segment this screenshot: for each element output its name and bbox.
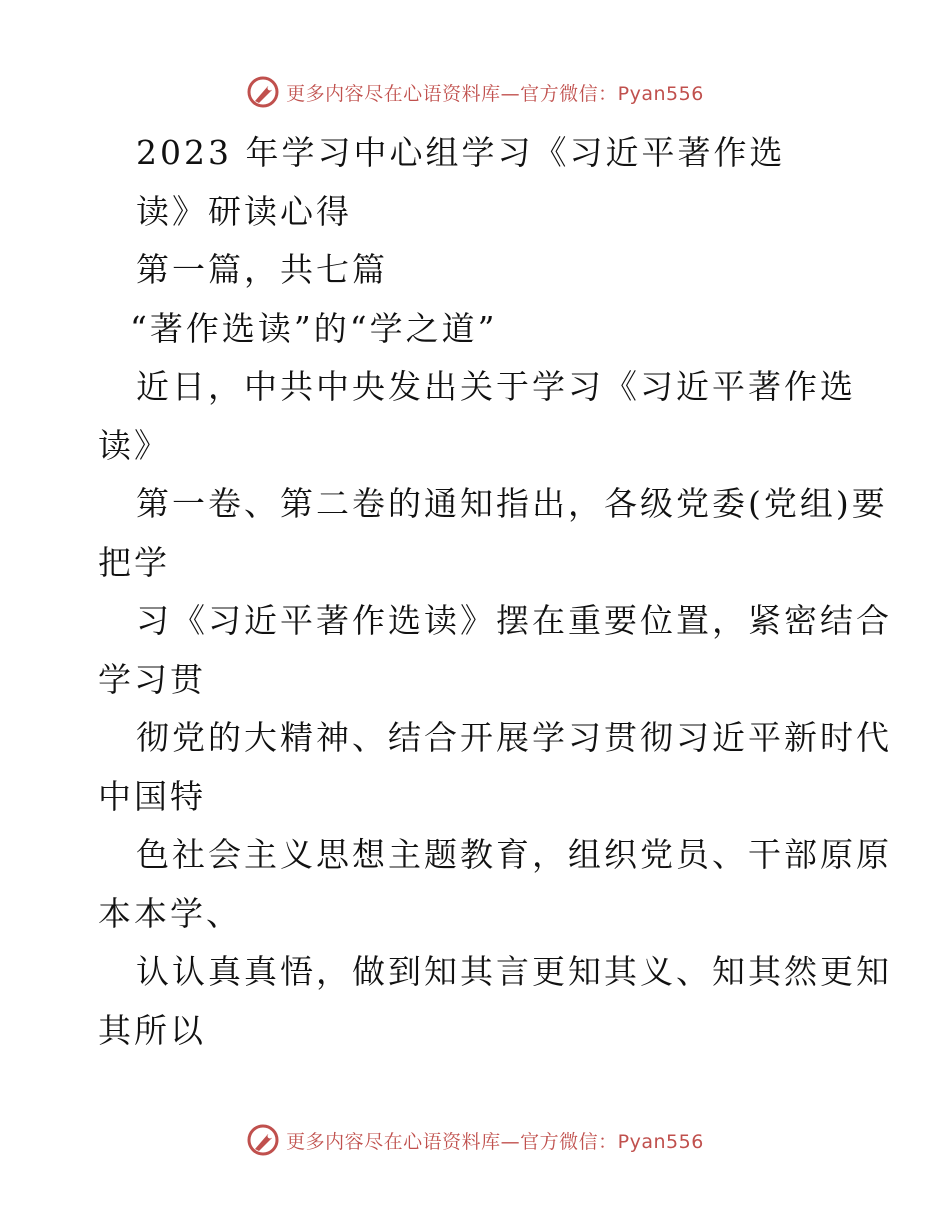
pen-logo-icon: [246, 1123, 280, 1157]
part-heading: 第一篇，共七篇: [136, 250, 388, 289]
title-line-1: 2023 年学习中心组学习《习近平著作选: [136, 133, 786, 172]
pen-logo-icon: [246, 75, 280, 109]
paragraph-line: 彻党的大精神、结合开展学习贯彻习近平新时代: [136, 718, 892, 757]
watermark-text: 更多内容尽在心语资料库—官方微信：Pyan556: [286, 1130, 704, 1153]
paragraph-line: 认认真真悟，做到知其言更知其义、知其然更知: [136, 952, 892, 991]
paragraph-line: 其所以: [98, 1010, 206, 1050]
paragraph-line: 把学: [98, 542, 170, 582]
paragraph-line: 学习贯: [98, 659, 206, 699]
paragraph-line: 读》: [98, 425, 170, 465]
watermark-text: 更多内容尽在心语资料库—官方微信：Pyan556: [286, 82, 704, 105]
document-body: [98, 124, 892, 1060]
paragraph-line: 第一卷、第二卷的通知指出，各级党委(党组)要: [136, 484, 888, 523]
section-heading: “著作选读”的“学之道”: [130, 308, 498, 348]
paragraph-line: 色社会主义思想主题教育，组织党员、干部原原: [136, 835, 892, 874]
footer-watermark: [0, 1120, 950, 1160]
paragraph-line: 近日，中共中央发出关于学习《习近平著作选: [136, 367, 856, 406]
header-watermark: [0, 72, 950, 112]
title-line-2: 读》研读心得: [136, 191, 352, 231]
paragraph-line: 本本学、: [98, 893, 242, 933]
paragraph-line: 习《习近平著作选读》摆在重要位置，紧密结合: [136, 601, 892, 640]
paragraph-line: 中国特: [98, 776, 206, 816]
